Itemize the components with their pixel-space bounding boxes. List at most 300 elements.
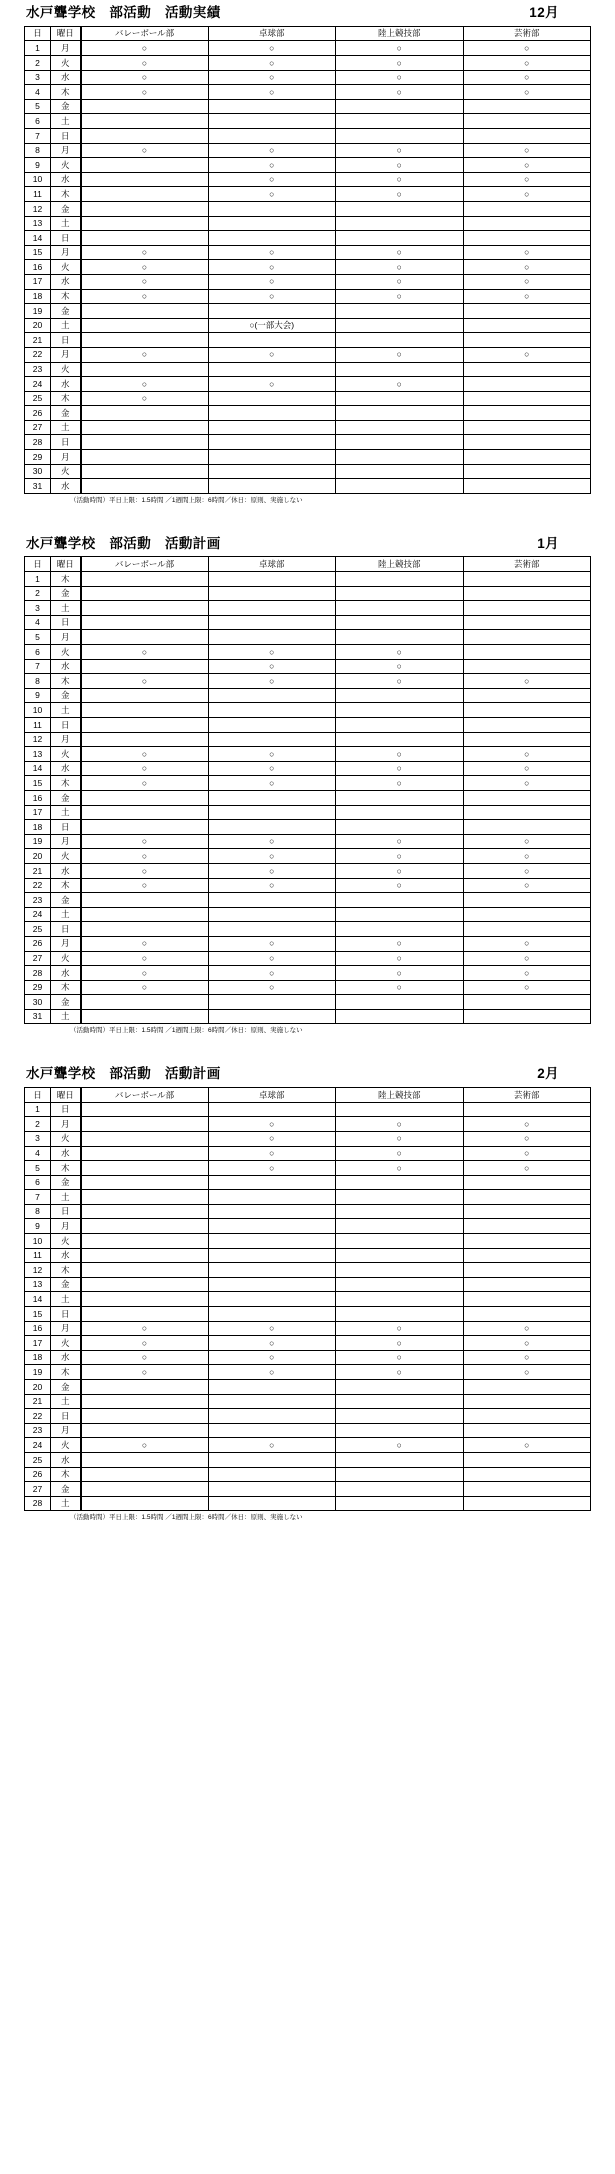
cell-activity-mark[interactable]: [336, 936, 464, 951]
cell-activity-mark[interactable]: [208, 893, 336, 908]
cell-activity-mark[interactable]: [463, 245, 591, 260]
cell-activity-mark[interactable]: [208, 420, 336, 435]
cell-activity-mark[interactable]: [208, 1102, 336, 1117]
cell-activity-mark[interactable]: [208, 615, 336, 630]
cell-activity-mark[interactable]: [81, 420, 209, 435]
cell-activity-mark[interactable]: [336, 406, 464, 421]
cell-activity-mark[interactable]: [81, 995, 209, 1010]
cell-activity-mark[interactable]: [81, 1423, 209, 1438]
cell-activity-mark[interactable]: [81, 1292, 209, 1307]
cell-activity-mark[interactable]: [81, 318, 209, 333]
cell-activity-mark[interactable]: [81, 878, 209, 893]
cell-activity-mark[interactable]: [81, 863, 209, 878]
cell-activity-mark[interactable]: [336, 572, 464, 587]
cell-activity-mark[interactable]: [336, 1204, 464, 1219]
cell-activity-mark[interactable]: [336, 41, 464, 56]
cell-activity-mark[interactable]: [208, 362, 336, 377]
cell-activity-mark[interactable]: [81, 922, 209, 937]
cell-activity-mark[interactable]: [81, 1263, 209, 1278]
cell-activity-mark[interactable]: [208, 747, 336, 762]
cell-activity-mark[interactable]: [336, 318, 464, 333]
cell-activity-mark[interactable]: [81, 805, 209, 820]
cell-activity-mark[interactable]: [463, 893, 591, 908]
cell-activity-mark[interactable]: [336, 1307, 464, 1322]
cell-activity-mark[interactable]: [208, 601, 336, 616]
cell-activity-mark[interactable]: [463, 849, 591, 864]
cell-activity-mark[interactable]: [208, 820, 336, 835]
cell-activity-mark[interactable]: [208, 776, 336, 791]
cell-activity-mark[interactable]: [336, 586, 464, 601]
cell-activity-mark[interactable]: [463, 172, 591, 187]
cell-activity-mark[interactable]: [208, 1496, 336, 1511]
cell-activity-mark[interactable]: [208, 980, 336, 995]
cell-activity-mark[interactable]: [81, 1175, 209, 1190]
cell-activity-mark[interactable]: [463, 732, 591, 747]
cell-activity-mark[interactable]: [81, 187, 209, 202]
cell-activity-mark[interactable]: [463, 216, 591, 231]
cell-activity-mark[interactable]: [336, 1234, 464, 1249]
cell-activity-mark[interactable]: [81, 172, 209, 187]
cell-activity-mark[interactable]: [81, 966, 209, 981]
cell-activity-mark[interactable]: [336, 747, 464, 762]
cell-activity-mark[interactable]: [208, 1423, 336, 1438]
cell-activity-mark[interactable]: [81, 245, 209, 260]
cell-activity-mark[interactable]: [336, 1102, 464, 1117]
cell-activity-mark[interactable]: [336, 1219, 464, 1234]
cell-activity-mark[interactable]: [336, 688, 464, 703]
cell-activity-mark[interactable]: [463, 1350, 591, 1365]
cell-activity-mark[interactable]: [336, 776, 464, 791]
cell-activity-mark[interactable]: [463, 1452, 591, 1467]
cell-activity-mark[interactable]: [81, 849, 209, 864]
cell-activity-mark[interactable]: [336, 158, 464, 173]
cell-activity-mark[interactable]: [208, 878, 336, 893]
cell-activity-mark[interactable]: [208, 718, 336, 733]
cell-activity-mark[interactable]: [81, 586, 209, 601]
cell-activity-mark[interactable]: [336, 362, 464, 377]
cell-activity-mark[interactable]: [463, 1117, 591, 1132]
cell-activity-mark[interactable]: [336, 1277, 464, 1292]
cell-activity-mark[interactable]: [336, 435, 464, 450]
cell-activity-mark[interactable]: [463, 1248, 591, 1263]
cell-activity-mark[interactable]: [208, 1146, 336, 1161]
cell-activity-mark[interactable]: [463, 450, 591, 465]
cell-activity-mark[interactable]: [463, 231, 591, 246]
cell-activity-mark[interactable]: [81, 99, 209, 114]
cell-activity-mark[interactable]: [463, 1234, 591, 1249]
cell-activity-mark[interactable]: [463, 114, 591, 129]
cell-activity-mark[interactable]: [336, 99, 464, 114]
cell-activity-mark[interactable]: [81, 1496, 209, 1511]
cell-activity-mark[interactable]: [336, 1365, 464, 1380]
cell-activity-mark[interactable]: [336, 274, 464, 289]
cell-activity-mark[interactable]: [463, 863, 591, 878]
cell-activity-mark[interactable]: [208, 260, 336, 275]
cell-activity-mark[interactable]: [463, 1496, 591, 1511]
cell-activity-mark[interactable]: [81, 289, 209, 304]
cell-activity-mark[interactable]: [463, 1365, 591, 1380]
cell-activity-mark[interactable]: [463, 980, 591, 995]
cell-activity-mark[interactable]: [208, 674, 336, 689]
cell-activity-mark[interactable]: [81, 1131, 209, 1146]
cell-activity-mark[interactable]: [463, 99, 591, 114]
cell-activity-mark[interactable]: [463, 645, 591, 660]
cell-activity-mark[interactable]: [336, 674, 464, 689]
cell-activity-mark[interactable]: [463, 922, 591, 937]
cell-activity-mark[interactable]: [463, 1204, 591, 1219]
cell-activity-mark[interactable]: [81, 333, 209, 348]
cell-activity-mark[interactable]: [208, 1131, 336, 1146]
cell-activity-mark[interactable]: [208, 1409, 336, 1424]
cell-activity-mark[interactable]: [336, 1190, 464, 1205]
cell-activity-mark[interactable]: [336, 143, 464, 158]
cell-activity-mark[interactable]: [81, 479, 209, 494]
cell-activity-mark[interactable]: [81, 260, 209, 275]
cell-activity-mark[interactable]: [463, 274, 591, 289]
cell-activity-mark[interactable]: [463, 1102, 591, 1117]
cell-activity-mark[interactable]: [208, 732, 336, 747]
cell-activity-mark[interactable]: [81, 70, 209, 85]
cell-activity-mark[interactable]: [336, 1336, 464, 1351]
cell-activity-mark[interactable]: [208, 1263, 336, 1278]
cell-activity-mark[interactable]: [208, 630, 336, 645]
cell-activity-mark[interactable]: [81, 304, 209, 319]
cell-activity-mark[interactable]: [336, 377, 464, 392]
cell-activity-mark[interactable]: [208, 41, 336, 56]
cell-activity-mark[interactable]: [208, 1321, 336, 1336]
cell-activity-mark[interactable]: [463, 1292, 591, 1307]
cell-activity-mark[interactable]: [336, 1117, 464, 1132]
cell-activity-mark[interactable]: [463, 318, 591, 333]
cell-activity-mark[interactable]: [81, 732, 209, 747]
cell-activity-mark[interactable]: [463, 659, 591, 674]
cell-activity-mark[interactable]: [208, 479, 336, 494]
cell-activity-mark[interactable]: [208, 274, 336, 289]
cell-activity-mark[interactable]: [463, 347, 591, 362]
cell-activity-mark[interactable]: [336, 645, 464, 660]
cell-activity-mark[interactable]: [336, 479, 464, 494]
cell-activity-mark[interactable]: [208, 216, 336, 231]
cell-activity-mark[interactable]: [81, 1248, 209, 1263]
cell-activity-mark[interactable]: [336, 863, 464, 878]
cell-activity-mark[interactable]: [208, 56, 336, 71]
cell-activity-mark[interactable]: [336, 1467, 464, 1482]
cell-activity-mark[interactable]: [81, 747, 209, 762]
cell-activity-mark[interactable]: [336, 1409, 464, 1424]
cell-activity-mark[interactable]: [336, 333, 464, 348]
cell-activity-mark[interactable]: [336, 245, 464, 260]
cell-activity-mark[interactable]: [81, 231, 209, 246]
cell-activity-mark[interactable]: [208, 85, 336, 100]
cell-activity-mark[interactable]: [463, 304, 591, 319]
cell-activity-mark[interactable]: [208, 659, 336, 674]
cell-activity-mark[interactable]: [463, 572, 591, 587]
cell-activity-mark[interactable]: [336, 1350, 464, 1365]
cell-activity-mark[interactable]: [208, 1438, 336, 1453]
cell-activity-mark[interactable]: [336, 630, 464, 645]
cell-activity-mark[interactable]: [463, 966, 591, 981]
cell-activity-mark[interactable]: [208, 70, 336, 85]
cell-activity-mark[interactable]: [81, 834, 209, 849]
cell-activity-mark[interactable]: [336, 1161, 464, 1176]
cell-activity-mark[interactable]: [463, 420, 591, 435]
cell-activity-mark[interactable]: [208, 995, 336, 1010]
cell-activity-mark[interactable]: [208, 922, 336, 937]
cell-activity-mark[interactable]: [336, 1292, 464, 1307]
cell-activity-mark[interactable]: [336, 450, 464, 465]
cell-activity-mark[interactable]: [208, 172, 336, 187]
cell-activity-mark[interactable]: [208, 1248, 336, 1263]
cell-activity-mark[interactable]: [81, 1219, 209, 1234]
cell-activity-mark[interactable]: [81, 1336, 209, 1351]
cell-activity-mark[interactable]: [81, 41, 209, 56]
cell-activity-mark[interactable]: [463, 1336, 591, 1351]
cell-activity-mark[interactable]: [463, 790, 591, 805]
cell-activity-mark[interactable]: [336, 1321, 464, 1336]
cell-activity-mark[interactable]: [336, 1394, 464, 1409]
cell-activity-mark[interactable]: [81, 391, 209, 406]
cell-activity-mark[interactable]: [208, 99, 336, 114]
cell-activity-mark[interactable]: [336, 805, 464, 820]
cell-activity-mark[interactable]: [463, 1131, 591, 1146]
cell-activity-mark[interactable]: [336, 951, 464, 966]
cell-activity-mark[interactable]: [81, 1321, 209, 1336]
cell-activity-mark[interactable]: [208, 1350, 336, 1365]
cell-activity-mark[interactable]: [208, 377, 336, 392]
cell-activity-mark[interactable]: [463, 703, 591, 718]
cell-activity-mark[interactable]: [81, 143, 209, 158]
cell-activity-mark[interactable]: [336, 907, 464, 922]
cell-activity-mark[interactable]: [208, 406, 336, 421]
cell-activity-mark[interactable]: [208, 289, 336, 304]
cell-activity-mark[interactable]: [81, 1365, 209, 1380]
cell-activity-mark[interactable]: [208, 834, 336, 849]
cell-activity-mark[interactable]: [336, 1380, 464, 1395]
cell-activity-mark[interactable]: [336, 304, 464, 319]
cell-activity-mark[interactable]: [208, 586, 336, 601]
cell-activity-mark[interactable]: [336, 1131, 464, 1146]
cell-activity-mark[interactable]: [81, 1452, 209, 1467]
cell-activity-mark[interactable]: [208, 1292, 336, 1307]
cell-activity-mark[interactable]: [81, 936, 209, 951]
cell-activity-mark[interactable]: [336, 966, 464, 981]
cell-activity-mark[interactable]: [81, 158, 209, 173]
cell-activity-mark[interactable]: [81, 85, 209, 100]
cell-activity-mark[interactable]: [81, 1350, 209, 1365]
cell-activity-mark[interactable]: [208, 1336, 336, 1351]
cell-activity-mark[interactable]: [81, 820, 209, 835]
cell-activity-mark[interactable]: [208, 951, 336, 966]
cell-activity-mark[interactable]: [463, 1190, 591, 1205]
cell-activity-mark[interactable]: [336, 1496, 464, 1511]
cell-activity-mark[interactable]: [336, 420, 464, 435]
cell-activity-mark[interactable]: [336, 615, 464, 630]
cell-activity-mark[interactable]: [463, 377, 591, 392]
cell-activity-mark[interactable]: [208, 1161, 336, 1176]
cell-activity-mark[interactable]: [463, 1161, 591, 1176]
cell-activity-mark[interactable]: [336, 790, 464, 805]
cell-activity-mark[interactable]: [336, 201, 464, 216]
cell-activity-mark[interactable]: [81, 1204, 209, 1219]
cell-activity-mark[interactable]: [336, 1263, 464, 1278]
cell-activity-mark[interactable]: [208, 450, 336, 465]
cell-activity-mark[interactable]: [208, 435, 336, 450]
cell-activity-mark[interactable]: [81, 790, 209, 805]
cell-activity-mark[interactable]: [463, 1219, 591, 1234]
cell-activity-mark[interactable]: [336, 834, 464, 849]
cell-activity-mark[interactable]: [81, 1394, 209, 1409]
cell-activity-mark[interactable]: [208, 1219, 336, 1234]
cell-activity-mark[interactable]: [81, 1234, 209, 1249]
cell-activity-mark[interactable]: [336, 216, 464, 231]
cell-activity-mark[interactable]: [81, 1438, 209, 1453]
cell-activity-mark[interactable]: [336, 1423, 464, 1438]
cell-activity-mark[interactable]: [336, 1438, 464, 1453]
cell-activity-mark[interactable]: [208, 936, 336, 951]
cell-activity-mark[interactable]: [463, 776, 591, 791]
cell-activity-mark[interactable]: [336, 1482, 464, 1497]
cell-activity-mark[interactable]: [208, 114, 336, 129]
cell-activity-mark[interactable]: [336, 980, 464, 995]
cell-activity-mark[interactable]: [336, 464, 464, 479]
cell-activity-mark[interactable]: [336, 659, 464, 674]
cell-activity-mark[interactable]: [81, 435, 209, 450]
cell-activity-mark[interactable]: [208, 572, 336, 587]
cell-activity-mark[interactable]: [208, 318, 336, 333]
cell-activity-mark[interactable]: [463, 41, 591, 56]
cell-activity-mark[interactable]: [463, 761, 591, 776]
cell-activity-mark[interactable]: [81, 951, 209, 966]
cell-activity-mark[interactable]: [208, 703, 336, 718]
cell-activity-mark[interactable]: [463, 601, 591, 616]
cell-activity-mark[interactable]: [208, 143, 336, 158]
cell-activity-mark[interactable]: [81, 1277, 209, 1292]
cell-activity-mark[interactable]: [208, 907, 336, 922]
cell-activity-mark[interactable]: [463, 1394, 591, 1409]
cell-activity-mark[interactable]: [336, 231, 464, 246]
cell-activity-mark[interactable]: [463, 391, 591, 406]
cell-activity-mark[interactable]: [81, 980, 209, 995]
cell-activity-mark[interactable]: [81, 1482, 209, 1497]
cell-activity-mark[interactable]: [208, 863, 336, 878]
cell-activity-mark[interactable]: [208, 1175, 336, 1190]
cell-activity-mark[interactable]: [81, 1146, 209, 1161]
cell-activity-mark[interactable]: [463, 820, 591, 835]
cell-activity-mark[interactable]: [208, 761, 336, 776]
cell-activity-mark[interactable]: [463, 435, 591, 450]
cell-activity-mark[interactable]: [336, 703, 464, 718]
cell-activity-mark[interactable]: [208, 1277, 336, 1292]
cell-activity-mark[interactable]: [336, 995, 464, 1010]
cell-activity-mark[interactable]: [81, 362, 209, 377]
cell-activity-mark[interactable]: [208, 333, 336, 348]
cell-activity-mark[interactable]: [208, 790, 336, 805]
cell-activity-mark[interactable]: [463, 143, 591, 158]
cell-activity-mark[interactable]: [336, 1146, 464, 1161]
cell-activity-mark[interactable]: [336, 601, 464, 616]
cell-activity-mark[interactable]: [463, 1467, 591, 1482]
cell-activity-mark[interactable]: [463, 688, 591, 703]
cell-activity-mark[interactable]: [336, 893, 464, 908]
cell-activity-mark[interactable]: [208, 245, 336, 260]
cell-activity-mark[interactable]: [463, 333, 591, 348]
cell-activity-mark[interactable]: [208, 1394, 336, 1409]
cell-activity-mark[interactable]: [81, 1117, 209, 1132]
cell-activity-mark[interactable]: [208, 201, 336, 216]
cell-activity-mark[interactable]: [81, 56, 209, 71]
cell-activity-mark[interactable]: [463, 747, 591, 762]
cell-activity-mark[interactable]: [336, 718, 464, 733]
cell-activity-mark[interactable]: [81, 201, 209, 216]
cell-activity-mark[interactable]: [463, 406, 591, 421]
cell-activity-mark[interactable]: [208, 464, 336, 479]
cell-activity-mark[interactable]: [463, 951, 591, 966]
cell-activity-mark[interactable]: [81, 615, 209, 630]
cell-activity-mark[interactable]: [81, 1409, 209, 1424]
cell-activity-mark[interactable]: [463, 1175, 591, 1190]
cell-activity-mark[interactable]: [336, 114, 464, 129]
cell-activity-mark[interactable]: [336, 820, 464, 835]
cell-activity-mark[interactable]: [336, 391, 464, 406]
cell-activity-mark[interactable]: [81, 274, 209, 289]
cell-activity-mark[interactable]: [81, 450, 209, 465]
cell-activity-mark[interactable]: [463, 1263, 591, 1278]
cell-activity-mark[interactable]: [463, 1380, 591, 1395]
cell-activity-mark[interactable]: [336, 56, 464, 71]
cell-activity-mark[interactable]: [463, 187, 591, 202]
cell-activity-mark[interactable]: [81, 776, 209, 791]
cell-activity-mark[interactable]: [463, 1423, 591, 1438]
cell-activity-mark[interactable]: [463, 1482, 591, 1497]
cell-activity-mark[interactable]: [463, 674, 591, 689]
cell-activity-mark[interactable]: [463, 834, 591, 849]
cell-activity-mark[interactable]: [208, 1234, 336, 1249]
cell-activity-mark[interactable]: [463, 56, 591, 71]
cell-activity-mark[interactable]: [463, 936, 591, 951]
cell-activity-mark[interactable]: [336, 172, 464, 187]
cell-activity-mark[interactable]: [81, 464, 209, 479]
cell-activity-mark[interactable]: [81, 1467, 209, 1482]
cell-activity-mark[interactable]: [336, 878, 464, 893]
cell-activity-mark[interactable]: [208, 1482, 336, 1497]
cell-activity-mark[interactable]: [81, 761, 209, 776]
cell-activity-mark[interactable]: [81, 645, 209, 660]
cell-activity-mark[interactable]: [463, 1277, 591, 1292]
cell-activity-mark[interactable]: [81, 1102, 209, 1117]
cell-activity-mark[interactable]: [463, 289, 591, 304]
cell-activity-mark[interactable]: [81, 703, 209, 718]
cell-activity-mark[interactable]: [463, 1307, 591, 1322]
cell-activity-mark[interactable]: [81, 377, 209, 392]
cell-activity-mark[interactable]: [463, 201, 591, 216]
cell-activity-mark[interactable]: [81, 630, 209, 645]
cell-activity-mark[interactable]: [336, 187, 464, 202]
cell-activity-mark[interactable]: [336, 1452, 464, 1467]
cell-activity-mark[interactable]: [463, 805, 591, 820]
cell-activity-mark[interactable]: [208, 231, 336, 246]
cell-activity-mark[interactable]: [336, 732, 464, 747]
cell-activity-mark[interactable]: [463, 1009, 591, 1024]
cell-activity-mark[interactable]: [81, 1190, 209, 1205]
cell-activity-mark[interactable]: [463, 158, 591, 173]
cell-activity-mark[interactable]: [208, 849, 336, 864]
cell-activity-mark[interactable]: [336, 260, 464, 275]
cell-activity-mark[interactable]: [336, 347, 464, 362]
cell-activity-mark[interactable]: [336, 70, 464, 85]
cell-activity-mark[interactable]: [208, 1204, 336, 1219]
cell-activity-mark[interactable]: [208, 966, 336, 981]
cell-activity-mark[interactable]: [81, 114, 209, 129]
